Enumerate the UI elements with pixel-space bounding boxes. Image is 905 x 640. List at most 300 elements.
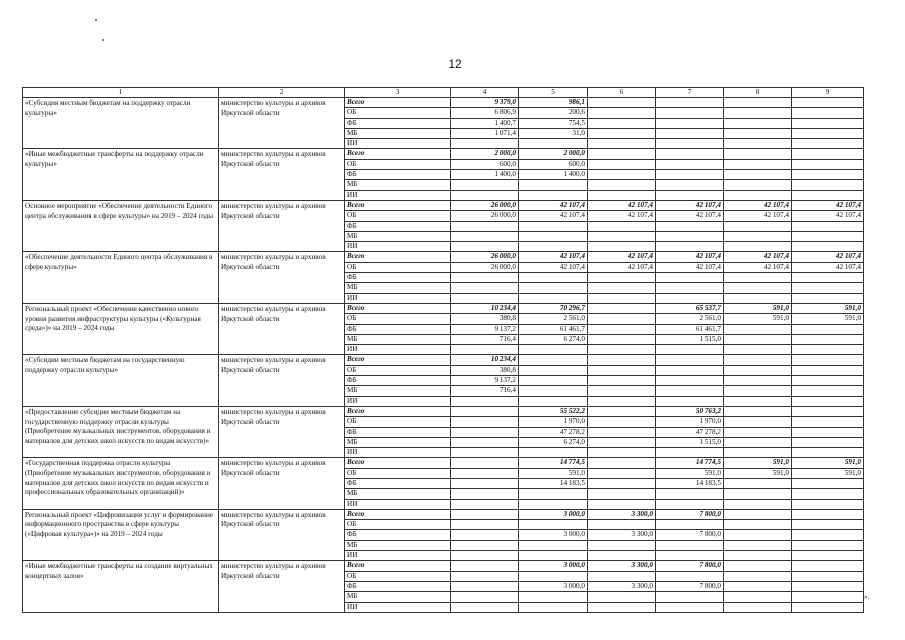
amount-cell: 6 806,9 xyxy=(451,108,519,118)
amount-cell xyxy=(588,602,656,612)
column-number-8: 8 xyxy=(724,88,792,98)
amount-cell xyxy=(451,458,519,468)
amount-cell xyxy=(588,499,656,509)
amount-cell xyxy=(724,478,792,488)
amount-cell xyxy=(451,417,519,427)
amount-cell xyxy=(792,561,864,571)
amount-cell: 42 107,4 xyxy=(588,252,656,262)
amount-cell xyxy=(588,303,656,313)
amount-cell: 7 800,0 xyxy=(656,561,724,571)
funding-source-label: ИИ xyxy=(345,345,451,355)
amount-cell: 42 107,4 xyxy=(519,262,588,272)
amount-cell: 1 071,4 xyxy=(451,128,519,138)
measure-description: Основное мероприятие «Обеспечение деятельности Единого центра обслуживания в сфере культуры» на 2019 – 2024 годы xyxy=(23,200,219,251)
amount-cell xyxy=(519,376,588,386)
amount-cell xyxy=(792,345,864,355)
amount-cell xyxy=(724,448,792,458)
table-row xyxy=(23,458,864,468)
amount-cell xyxy=(724,396,792,406)
amount-cell xyxy=(792,273,864,283)
amount-cell xyxy=(792,231,864,241)
amount-cell xyxy=(588,334,656,344)
amount-cell xyxy=(656,499,724,509)
amount-cell xyxy=(451,448,519,458)
amount-cell xyxy=(724,592,792,602)
responsible-executor: министерство культуры и архивов Иркутской области xyxy=(219,406,345,457)
table-row xyxy=(23,252,864,262)
amount-cell xyxy=(451,581,519,591)
amount-cell: 200,6 xyxy=(519,108,588,118)
funding-source-label: ИИ xyxy=(345,499,451,509)
amount-cell xyxy=(451,273,519,283)
amount-cell xyxy=(451,530,519,540)
amount-cell xyxy=(588,231,656,241)
funding-source-label: ИИ xyxy=(345,190,451,200)
funding-source-label: ФБ xyxy=(345,478,451,488)
amount-cell xyxy=(724,221,792,231)
amount-cell xyxy=(656,448,724,458)
amount-cell xyxy=(588,170,656,180)
amount-cell xyxy=(792,448,864,458)
amount-cell: 42 107,4 xyxy=(792,211,864,221)
amount-cell xyxy=(724,602,792,612)
amount-cell: 26 000,0 xyxy=(451,211,519,221)
amount-cell xyxy=(724,324,792,334)
amount-cell xyxy=(792,170,864,180)
amount-cell xyxy=(656,221,724,231)
amount-cell xyxy=(451,221,519,231)
responsible-executor: министерство культуры и архивов Иркутской области xyxy=(219,561,345,612)
amount-cell xyxy=(588,314,656,324)
funding-source-label: ФБ xyxy=(345,427,451,437)
amount-cell xyxy=(792,540,864,550)
amount-cell: 42 107,4 xyxy=(656,200,724,210)
funding-source-label: ОБ xyxy=(345,262,451,272)
amount-cell xyxy=(792,602,864,612)
amount-cell xyxy=(451,509,519,519)
amount-cell xyxy=(588,345,656,355)
amount-cell: 6 274,0 xyxy=(519,437,588,447)
funding-source-label: ФБ xyxy=(345,376,451,386)
column-number-7: 7 xyxy=(656,88,724,98)
amount-cell: 3 000,0 xyxy=(519,530,588,540)
funding-source-label: ИИ xyxy=(345,602,451,612)
amount-cell xyxy=(792,509,864,519)
amount-cell xyxy=(724,386,792,396)
amount-cell: 47 278,2 xyxy=(519,427,588,437)
funding-source-label: ОБ xyxy=(345,159,451,169)
amount-cell xyxy=(451,180,519,190)
amount-cell: 986,1 xyxy=(519,98,588,108)
amount-cell: 55 522,2 xyxy=(519,406,588,416)
amount-cell xyxy=(451,540,519,550)
amount-cell xyxy=(656,540,724,550)
amount-cell xyxy=(588,448,656,458)
funding-source-label: ОБ xyxy=(345,365,451,375)
amount-cell: 6 274,0 xyxy=(519,334,588,344)
amount-cell: 380,8 xyxy=(451,314,519,324)
amount-cell: 380,8 xyxy=(451,365,519,375)
amount-cell xyxy=(519,355,588,365)
amount-cell: 1 400,7 xyxy=(451,118,519,128)
amount-cell xyxy=(792,98,864,108)
amount-cell xyxy=(724,345,792,355)
amount-cell xyxy=(451,571,519,581)
amount-cell xyxy=(451,520,519,530)
amount-cell xyxy=(724,170,792,180)
amount-cell xyxy=(656,273,724,283)
amount-cell xyxy=(656,170,724,180)
closing-quote-mark: ». xyxy=(864,593,870,601)
amount-cell xyxy=(451,437,519,447)
amount-cell xyxy=(588,386,656,396)
amount-cell xyxy=(792,221,864,231)
funding-source-label: ОБ xyxy=(345,468,451,478)
amount-cell xyxy=(724,334,792,344)
amount-cell xyxy=(656,376,724,386)
amount-cell xyxy=(724,149,792,159)
funding-source-label: Всего xyxy=(345,509,451,519)
measure-description: Региональный проект «Обеспечение качественно нового уровня развития инфраструктуры культуры («Культурная среда»)» на 2019 – 2024 годы xyxy=(23,303,219,354)
amount-cell xyxy=(792,489,864,499)
amount-cell xyxy=(656,396,724,406)
amount-cell xyxy=(588,159,656,169)
amount-cell xyxy=(724,355,792,365)
column-number-4: 4 xyxy=(451,88,519,98)
amount-cell xyxy=(519,520,588,530)
scan-speck xyxy=(95,19,97,21)
amount-cell: 26 000,0 xyxy=(451,200,519,210)
amount-cell xyxy=(588,468,656,478)
amount-cell xyxy=(724,365,792,375)
amount-cell xyxy=(724,427,792,437)
amount-cell xyxy=(519,365,588,375)
amount-cell xyxy=(724,520,792,530)
amount-cell xyxy=(792,324,864,334)
amount-cell xyxy=(792,283,864,293)
funding-source-label: ОБ xyxy=(345,211,451,221)
funding-source-label: МБ xyxy=(345,334,451,344)
amount-cell xyxy=(588,540,656,550)
amount-cell xyxy=(792,478,864,488)
funding-source-label: ОБ xyxy=(345,108,451,118)
measure-description: Региональный проект «Цифровизация услуг и формирование информационного пространства в сфере культуры («Цифровая культура»)» на 2019 – 2024 годы xyxy=(23,509,219,560)
table-row xyxy=(23,303,864,313)
amount-cell xyxy=(792,365,864,375)
amount-cell: 26 000,0 xyxy=(451,252,519,262)
amount-cell: 3 300,0 xyxy=(588,561,656,571)
funding-source-label: МБ xyxy=(345,283,451,293)
amount-cell xyxy=(519,499,588,509)
amount-cell xyxy=(519,448,588,458)
amount-cell xyxy=(792,242,864,252)
amount-cell xyxy=(519,242,588,252)
amount-cell xyxy=(519,551,588,561)
amount-cell: 591,0 xyxy=(792,458,864,468)
amount-cell: 50 763,2 xyxy=(656,406,724,416)
column-number-1: 1 xyxy=(23,88,219,98)
amount-cell xyxy=(451,139,519,149)
amount-cell xyxy=(519,273,588,283)
amount-cell xyxy=(451,551,519,561)
amount-cell xyxy=(588,139,656,149)
budget-table xyxy=(22,87,864,613)
amount-cell xyxy=(724,190,792,200)
amount-cell xyxy=(724,499,792,509)
funding-source-label: ФБ xyxy=(345,118,451,128)
amount-cell: 3 300,0 xyxy=(588,509,656,519)
funding-source-label: МБ xyxy=(345,231,451,241)
amount-cell xyxy=(588,108,656,118)
amount-cell: 2 561,0 xyxy=(519,314,588,324)
column-number-9: 9 xyxy=(792,88,864,98)
amount-cell: 591,0 xyxy=(724,303,792,313)
funding-source-label: ОБ xyxy=(345,571,451,581)
amount-cell xyxy=(451,427,519,437)
funding-source-label: МБ xyxy=(345,386,451,396)
funding-source-label: Всего xyxy=(345,252,451,262)
amount-cell xyxy=(588,365,656,375)
amount-cell xyxy=(588,128,656,138)
amount-cell xyxy=(451,489,519,499)
amount-cell xyxy=(588,283,656,293)
funding-source-label: ОБ xyxy=(345,520,451,530)
responsible-executor: министерство культуры и архивов Иркутской области xyxy=(219,355,345,406)
measure-description: «Предоставление субсидии местным бюджетам на государственную поддержку отрасли культуры (Приобретение музыкальных инструментов, оборудования и материалов для детских школ искусств по видам искусств)» xyxy=(23,406,219,457)
amount-cell: 2 561,0 xyxy=(656,314,724,324)
amount-cell xyxy=(792,376,864,386)
amount-cell: 1 400,0 xyxy=(451,170,519,180)
amount-cell: 14 774,5 xyxy=(519,458,588,468)
amount-cell xyxy=(792,499,864,509)
funding-source-label: Всего xyxy=(345,98,451,108)
funding-source-label: ИИ xyxy=(345,242,451,252)
amount-cell xyxy=(656,283,724,293)
measure-description: «Субсидия местным бюджетам на поддержку отрасли культуры» xyxy=(23,98,219,149)
column-number-5: 5 xyxy=(519,88,588,98)
amount-cell: 1 515,0 xyxy=(656,334,724,344)
amount-cell: 42 107,4 xyxy=(724,252,792,262)
funding-source-label: ИИ xyxy=(345,396,451,406)
budget-table-body xyxy=(23,88,864,613)
amount-cell xyxy=(724,118,792,128)
amount-cell xyxy=(724,551,792,561)
amount-cell xyxy=(519,139,588,149)
amount-cell xyxy=(792,139,864,149)
amount-cell xyxy=(724,509,792,519)
funding-source-label: ФБ xyxy=(345,324,451,334)
amount-cell xyxy=(792,149,864,159)
amount-cell xyxy=(519,221,588,231)
amount-cell xyxy=(451,468,519,478)
amount-cell xyxy=(519,489,588,499)
amount-cell: 1 970,0 xyxy=(656,417,724,427)
amount-cell xyxy=(451,190,519,200)
amount-cell: 61 461,7 xyxy=(519,324,588,334)
amount-cell xyxy=(451,478,519,488)
amount-cell xyxy=(656,551,724,561)
amount-cell: 1 400,0 xyxy=(519,170,588,180)
amount-cell xyxy=(792,159,864,169)
amount-cell xyxy=(519,592,588,602)
table-row xyxy=(23,355,864,365)
amount-cell xyxy=(519,293,588,303)
column-number-2: 2 xyxy=(219,88,345,98)
funding-source-label: Всего xyxy=(345,355,451,365)
funding-source-label: МБ xyxy=(345,180,451,190)
amount-cell: 1 515,0 xyxy=(656,437,724,447)
budget-table-container xyxy=(22,87,863,613)
column-number-row xyxy=(23,88,864,98)
amount-cell xyxy=(588,489,656,499)
amount-cell: 591,0 xyxy=(724,468,792,478)
amount-cell xyxy=(724,581,792,591)
amount-cell: 2 000,0 xyxy=(519,149,588,159)
table-row xyxy=(23,200,864,210)
amount-cell xyxy=(588,376,656,386)
funding-source-label: ИИ xyxy=(345,139,451,149)
amount-cell: 3 000,0 xyxy=(519,581,588,591)
amount-cell xyxy=(656,571,724,581)
amount-cell xyxy=(588,592,656,602)
amount-cell: 2 000,0 xyxy=(451,149,519,159)
table-row xyxy=(23,98,864,108)
funding-source-label: МБ xyxy=(345,489,451,499)
amount-cell xyxy=(588,273,656,283)
responsible-executor: министерство культуры и архивов Иркутской области xyxy=(219,98,345,149)
amount-cell: 42 107,4 xyxy=(519,252,588,262)
funding-source-label: ИИ xyxy=(345,448,451,458)
amount-cell xyxy=(724,180,792,190)
amount-cell: 42 107,4 xyxy=(588,200,656,210)
amount-cell xyxy=(451,293,519,303)
amount-cell: 3 000,0 xyxy=(519,509,588,519)
amount-cell xyxy=(656,489,724,499)
amount-cell: 591,0 xyxy=(724,458,792,468)
amount-cell xyxy=(519,571,588,581)
amount-cell xyxy=(792,355,864,365)
amount-cell xyxy=(588,478,656,488)
funding-source-label: МБ xyxy=(345,437,451,447)
amount-cell xyxy=(656,231,724,241)
column-number-3: 3 xyxy=(345,88,451,98)
amount-cell xyxy=(792,108,864,118)
amount-cell xyxy=(792,592,864,602)
amount-cell: 591,0 xyxy=(792,314,864,324)
amount-cell xyxy=(656,242,724,252)
amount-cell: 42 107,4 xyxy=(656,211,724,221)
amount-cell: 10 234,4 xyxy=(451,355,519,365)
amount-cell xyxy=(792,386,864,396)
amount-cell xyxy=(451,231,519,241)
amount-cell xyxy=(724,108,792,118)
amount-cell: 3 300,0 xyxy=(588,530,656,540)
amount-cell: 754,5 xyxy=(519,118,588,128)
amount-cell xyxy=(724,540,792,550)
amount-cell xyxy=(451,406,519,416)
amount-cell xyxy=(451,283,519,293)
amount-cell: 7 800,0 xyxy=(656,509,724,519)
amount-cell: 600,0 xyxy=(451,159,519,169)
responsible-executor: министерство культуры и архивов Иркутской области xyxy=(219,303,345,354)
amount-cell xyxy=(656,386,724,396)
responsible-executor: министерство культуры и архивов Иркутской области xyxy=(219,200,345,251)
responsible-executor: министерство культуры и архивов Иркутской области xyxy=(219,252,345,303)
amount-cell: 591,0 xyxy=(724,314,792,324)
amount-cell: 716,4 xyxy=(451,334,519,344)
amount-cell xyxy=(588,551,656,561)
amount-cell xyxy=(724,530,792,540)
amount-cell: 7 800,0 xyxy=(656,581,724,591)
amount-cell: 9 379,0 xyxy=(451,98,519,108)
amount-cell: 42 107,4 xyxy=(519,200,588,210)
amount-cell xyxy=(588,180,656,190)
amount-cell xyxy=(656,149,724,159)
amount-cell: 3 300,0 xyxy=(588,581,656,591)
table-row xyxy=(23,149,864,159)
amount-cell xyxy=(519,190,588,200)
amount-cell xyxy=(588,396,656,406)
amount-cell xyxy=(724,437,792,447)
responsible-executor: министерство культуры и архивов Иркутской области xyxy=(219,509,345,560)
amount-cell xyxy=(588,355,656,365)
amount-cell xyxy=(792,406,864,416)
amount-cell xyxy=(656,159,724,169)
amount-cell xyxy=(519,396,588,406)
responsible-executor: министерство культуры и архивов Иркутской области xyxy=(219,458,345,509)
funding-source-label: Всего xyxy=(345,200,451,210)
amount-cell xyxy=(519,231,588,241)
amount-cell: 7 800,0 xyxy=(656,530,724,540)
amount-cell: 70 296,7 xyxy=(519,303,588,313)
amount-cell xyxy=(724,159,792,169)
amount-cell xyxy=(519,345,588,355)
amount-cell: 42 107,4 xyxy=(588,262,656,272)
funding-source-label: ИИ xyxy=(345,551,451,561)
amount-cell: 14 183,5 xyxy=(519,478,588,488)
amount-cell xyxy=(451,602,519,612)
funding-source-label: ФБ xyxy=(345,221,451,231)
amount-cell xyxy=(792,551,864,561)
amount-cell xyxy=(724,139,792,149)
amount-cell xyxy=(724,98,792,108)
funding-source-label: Всего xyxy=(345,303,451,313)
amount-cell xyxy=(656,139,724,149)
amount-cell: 14 183,5 xyxy=(656,478,724,488)
amount-cell xyxy=(724,376,792,386)
scan-speck xyxy=(102,39,104,41)
amount-cell xyxy=(792,190,864,200)
amount-cell: 9 137,2 xyxy=(451,376,519,386)
amount-cell: 42 107,4 xyxy=(519,211,588,221)
amount-cell xyxy=(588,149,656,159)
amount-cell xyxy=(656,365,724,375)
amount-cell xyxy=(451,592,519,602)
amount-cell xyxy=(792,118,864,128)
table-row xyxy=(23,561,864,571)
amount-cell: 3 000,0 xyxy=(519,561,588,571)
amount-cell xyxy=(792,581,864,591)
funding-source-label: ФБ xyxy=(345,170,451,180)
amount-cell: 10 234,4 xyxy=(451,303,519,313)
amount-cell: 591,0 xyxy=(519,468,588,478)
amount-cell xyxy=(792,396,864,406)
amount-cell xyxy=(656,118,724,128)
amount-cell: 31,0 xyxy=(519,128,588,138)
amount-cell xyxy=(792,293,864,303)
amount-cell xyxy=(656,520,724,530)
funding-source-label: ОБ xyxy=(345,314,451,324)
